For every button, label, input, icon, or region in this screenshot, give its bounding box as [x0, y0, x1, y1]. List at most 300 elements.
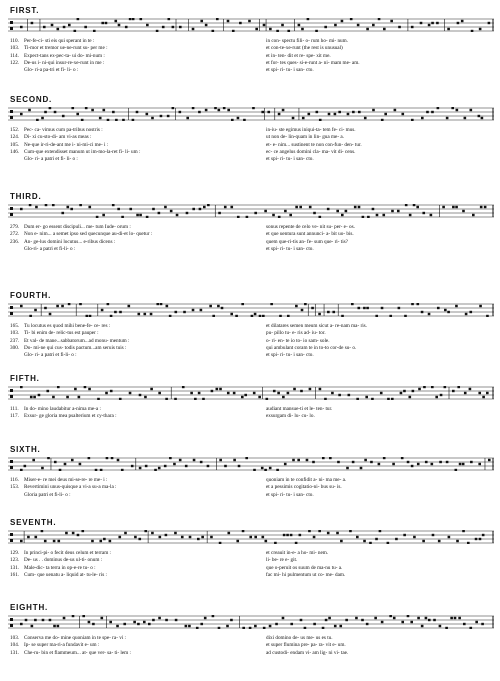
neume [447, 311, 450, 313]
neume [261, 536, 264, 538]
neume [383, 457, 386, 459]
neume [146, 216, 149, 218]
neume [64, 463, 67, 465]
neume [52, 204, 55, 206]
neume [295, 542, 298, 544]
neume [235, 315, 238, 317]
neume [455, 305, 458, 307]
neume [49, 107, 52, 109]
neume [216, 18, 219, 20]
music-staff [8, 615, 494, 629]
neume [437, 307, 440, 309]
neume [318, 313, 321, 315]
neume [199, 208, 202, 210]
first-half-text: Et val- de mane...sabbatorum...ad monu- mentum : [24, 337, 130, 344]
neume [261, 467, 264, 469]
neume [198, 111, 201, 113]
neume [313, 212, 316, 214]
neume [381, 307, 384, 309]
neume [57, 386, 60, 388]
neume [214, 107, 217, 109]
neume [158, 212, 161, 214]
verse-number: 103. [10, 635, 20, 641]
second-half-text: li- be- re e- git. [266, 557, 298, 564]
neume [299, 206, 302, 208]
neume [170, 210, 173, 212]
neume [29, 204, 32, 206]
verse-number: 114. [10, 52, 19, 59]
music-staff [8, 18, 494, 32]
neume [224, 206, 227, 208]
neume [328, 113, 331, 115]
second-half-text: et spi- ri- tu- i san- cto. [266, 156, 314, 163]
neume [217, 305, 220, 307]
neume [387, 398, 390, 400]
neume [444, 386, 447, 388]
neume [267, 111, 270, 113]
music-staff [8, 457, 494, 471]
neume [281, 24, 284, 26]
verse-number: 300. [10, 344, 20, 351]
neume [201, 536, 204, 538]
neume [158, 617, 161, 619]
neume [430, 214, 433, 216]
neume [20, 623, 23, 625]
neume [89, 315, 92, 317]
neume [144, 396, 147, 398]
neume [139, 214, 142, 216]
neume [290, 534, 293, 536]
neume [382, 214, 385, 216]
neume [376, 214, 379, 216]
neume [480, 206, 483, 208]
neume [462, 210, 465, 212]
neume [224, 465, 227, 467]
neume [57, 625, 60, 627]
neume [41, 117, 44, 119]
neume [212, 315, 215, 317]
neume [405, 204, 408, 206]
staff-notation [8, 457, 494, 471]
neume [302, 117, 305, 119]
neume [62, 115, 65, 117]
neume [282, 617, 285, 619]
first-half-text: Ti- bi enim de- relic-tus est pauper : [24, 330, 99, 337]
first-half-text: Male-dic- ta terra in op-e-re tu- o : [24, 564, 96, 571]
second-half-text: dixi domino de- us me- us es tu. [266, 635, 333, 641]
neume [329, 457, 332, 459]
neume [278, 113, 281, 115]
neume [451, 107, 454, 109]
neume [360, 467, 363, 469]
neume [43, 26, 46, 28]
neume [351, 303, 354, 305]
neume [341, 20, 344, 22]
neume [35, 206, 38, 208]
neume [366, 623, 369, 625]
verse-number: 104. [10, 642, 20, 649]
neume [138, 538, 141, 540]
neume [486, 315, 489, 317]
neume [139, 18, 142, 20]
lyric-lines [10, 38, 494, 74]
lyric-row [10, 565, 494, 572]
neume [484, 206, 487, 208]
neume [332, 311, 335, 313]
neume [311, 307, 314, 309]
neume [150, 313, 153, 315]
music-staff [8, 107, 494, 121]
neume [32, 459, 35, 461]
neume [394, 109, 397, 111]
neume [143, 621, 146, 623]
neume [66, 396, 69, 398]
neume [165, 398, 168, 400]
neume [165, 619, 168, 621]
neume [334, 625, 337, 627]
neume [197, 538, 200, 540]
verse-number: 165. [10, 323, 20, 329]
second-half-text: ad custodi- endam vi- am lig- ni vi- tae. [266, 649, 349, 656]
neume [174, 532, 177, 534]
first-half-text: Pec- ca- vimus cum pa-tribus nostris : [24, 127, 103, 133]
staff-notation [8, 18, 494, 32]
neume [391, 398, 394, 400]
first-half-text: Dum er- go essent discipuli... me- tum Iude- orum : [24, 224, 131, 230]
neume [428, 24, 431, 26]
first-half-text: In princi-pi- o fecit deus celum et terram : [24, 550, 111, 556]
neume [422, 212, 425, 214]
neume [207, 204, 210, 206]
first-half-text: Expect-tans ex-pec-ta- ui do- mi-num : [24, 52, 105, 59]
neume [133, 621, 136, 623]
neume [117, 459, 120, 461]
neume [381, 621, 384, 623]
neume [25, 619, 28, 621]
neume [110, 315, 113, 317]
neume [233, 392, 236, 394]
neume [431, 386, 434, 388]
clef-mark [10, 460, 13, 469]
verse-number: 105. [10, 141, 20, 148]
neume [79, 463, 82, 465]
neume [211, 390, 214, 392]
neume [38, 394, 41, 396]
neume [340, 540, 343, 542]
neume [470, 109, 473, 111]
neume [61, 305, 64, 307]
neume [192, 28, 195, 30]
neume [375, 538, 378, 540]
neume [41, 530, 44, 532]
neume [20, 26, 23, 28]
neume [244, 394, 247, 396]
neume [105, 392, 108, 394]
neume [144, 530, 147, 532]
neume [446, 461, 449, 463]
neume [378, 18, 381, 20]
neume [134, 536, 137, 538]
lyric-row [10, 127, 494, 134]
neume [84, 26, 87, 28]
lyric-row [10, 338, 494, 345]
neume [198, 392, 201, 394]
neume [312, 461, 315, 463]
neume [346, 467, 349, 469]
lyric-row [10, 134, 494, 141]
second-half-text: in-iu- ste egimus iniqui-ta- tem fe- ci- mus. [266, 127, 356, 133]
music-staff [8, 530, 494, 544]
verse-number: 152. [10, 127, 20, 133]
neume [284, 463, 287, 465]
section-heading: THIRD. [10, 192, 42, 201]
neume [354, 206, 357, 208]
neume [432, 534, 435, 536]
verse-number: 131. [10, 564, 20, 571]
neume [304, 627, 307, 629]
neume [186, 117, 189, 119]
neume [49, 619, 52, 621]
neume [367, 216, 370, 218]
neume [345, 210, 348, 212]
first-half-text: Ne-que ir-ri-de-ant me i- ni-mi-ci me- i : [24, 141, 109, 148]
clef-mark [10, 533, 13, 542]
neume [289, 214, 292, 216]
neume [164, 206, 167, 208]
neume [471, 30, 474, 32]
neume [263, 24, 266, 26]
neume [421, 311, 424, 313]
staff-notation [8, 386, 494, 400]
neume [292, 459, 295, 461]
lyric-row [10, 142, 494, 149]
neume [458, 617, 461, 619]
lyric-row [10, 406, 494, 413]
neume [185, 625, 188, 627]
neume [100, 469, 103, 471]
neume [117, 208, 120, 210]
second-half-text: quem que-ri-tis an- fe- sum que- ri- tis? [266, 238, 348, 245]
neume [53, 540, 56, 542]
neume [308, 113, 311, 115]
neume [56, 305, 59, 307]
neume [93, 30, 96, 32]
neume [253, 469, 256, 471]
neume [122, 119, 125, 121]
neume [319, 388, 322, 390]
neume [456, 109, 459, 111]
lyric-lines [10, 127, 494, 163]
staff-notation [8, 303, 494, 317]
neume [421, 625, 424, 627]
verse-number: 111. [10, 406, 19, 412]
first-half-text: Glo- ri- a patri et fi- li- o : [24, 156, 78, 163]
second-half-text: et spi- ri- tu- i san- cto. [266, 245, 314, 252]
neume [338, 111, 341, 113]
neume [395, 538, 398, 540]
neume [196, 627, 199, 629]
neume [254, 313, 257, 315]
neume [246, 216, 249, 218]
neume [387, 542, 390, 544]
neume [54, 461, 57, 463]
neume [364, 117, 367, 119]
neume [241, 303, 244, 305]
neume [383, 28, 386, 30]
neume [352, 111, 355, 113]
neume [20, 113, 23, 115]
lyric-row [10, 231, 494, 238]
lyric-row [10, 572, 494, 579]
neume [167, 18, 170, 20]
neume [300, 390, 303, 392]
neume [313, 623, 316, 625]
lyric-lines [10, 635, 494, 657]
neume [92, 623, 95, 625]
first-half-text: Tu locutus es quod mihi bene-fe- ce- res : [24, 323, 111, 329]
neume [102, 214, 105, 216]
neume [444, 309, 447, 311]
neume [389, 315, 392, 317]
neume [324, 398, 327, 400]
neume [68, 24, 71, 26]
neume [439, 461, 442, 463]
second-half-text: audiant mansue-ti et le- ten- tur. [266, 406, 333, 412]
neume [356, 536, 359, 538]
neume [334, 24, 337, 26]
lyric-row [10, 156, 494, 163]
neume [425, 461, 428, 463]
neume [469, 311, 472, 313]
clef-mark [10, 110, 13, 119]
first-half-text: Conserva me do- mine quoniam in te spe- ra- vi : [24, 635, 126, 641]
neume [269, 467, 272, 469]
neume [293, 388, 296, 390]
neume [479, 305, 482, 307]
neume [160, 303, 163, 305]
neume [304, 303, 307, 305]
neume [318, 530, 321, 532]
neume [227, 532, 230, 534]
neume [20, 305, 23, 307]
first-half-text: Di- xi cu-sto-di- am vi-as meas : [24, 134, 92, 141]
neume [481, 117, 484, 119]
neume [76, 113, 79, 115]
first-half-text: Glo- ri- a patri et fi-li- o : [24, 352, 77, 359]
neume [186, 212, 189, 214]
neume [115, 119, 118, 121]
neume [84, 386, 87, 388]
neume [230, 206, 233, 208]
neume [361, 619, 364, 621]
lyric-row [10, 550, 494, 557]
neume [227, 392, 230, 394]
first-half-text: De- us . . dominus de-us ul-ti- onum : [24, 557, 103, 564]
neume [61, 212, 64, 214]
neume [459, 463, 462, 465]
neume [165, 534, 168, 536]
neume [393, 617, 396, 619]
first-half-text: De-us i- ni-qui insur-re-xe-runt in me : [24, 59, 105, 66]
neume [411, 303, 414, 305]
neume [384, 113, 387, 115]
neume [169, 315, 172, 317]
neume [119, 311, 122, 313]
neume [276, 30, 279, 32]
neume [372, 24, 375, 26]
neume [221, 307, 224, 309]
first-half-text: Revertimini unus-quisque a vi-a su-a ma-la : [24, 484, 117, 491]
neume [74, 30, 77, 32]
neume [469, 388, 472, 390]
neume [274, 542, 277, 544]
neume [259, 315, 262, 317]
neume [352, 461, 355, 463]
neume [207, 465, 210, 467]
verse-number: 161. [10, 571, 20, 578]
neume [350, 18, 353, 20]
second-half-text: que o-peruit os suum de ma-nu tu- a. [266, 564, 343, 571]
neume [56, 28, 59, 30]
neume [372, 109, 375, 111]
neume [284, 210, 287, 212]
neume [440, 394, 443, 396]
neume [355, 617, 358, 619]
neume [99, 540, 102, 542]
neume [374, 617, 377, 619]
neume [457, 386, 460, 388]
neume [20, 208, 23, 210]
neume [28, 109, 31, 111]
verse-number: 124. [10, 134, 20, 141]
neume [216, 388, 219, 390]
neume [166, 305, 169, 307]
neume [420, 22, 423, 24]
neume [269, 28, 272, 30]
neume [91, 109, 94, 111]
neume [301, 309, 304, 311]
second-half-text: quoniam in te confidit a- ni- ma me- a. [266, 477, 347, 483]
neume [464, 117, 467, 119]
neume [54, 111, 57, 113]
verse-number: 123. [10, 557, 20, 564]
neume [324, 26, 327, 28]
neume [279, 315, 282, 317]
first-half-text: Che-ru- bin et flammeum... at- que ver- sa- ti- lem : [24, 649, 131, 656]
lyric-lines [10, 477, 494, 499]
clef-mark [10, 306, 13, 315]
second-half-text: ut non de- lin-quam in lin- gua me- a. [266, 134, 344, 141]
lyric-row [10, 477, 494, 484]
neume [479, 28, 482, 30]
neume [105, 22, 108, 24]
neume [357, 24, 360, 26]
lyric-row [10, 246, 494, 253]
neume [57, 540, 60, 542]
neume [176, 214, 179, 216]
neume [239, 22, 242, 24]
neume [36, 119, 39, 121]
neume [238, 465, 241, 467]
neume [486, 392, 489, 394]
neume [328, 617, 331, 619]
neume [428, 619, 431, 621]
lyric-row [10, 45, 494, 52]
neume [182, 386, 185, 388]
neume [179, 111, 182, 113]
verse-number: 146. [10, 148, 20, 155]
neume [158, 467, 161, 469]
